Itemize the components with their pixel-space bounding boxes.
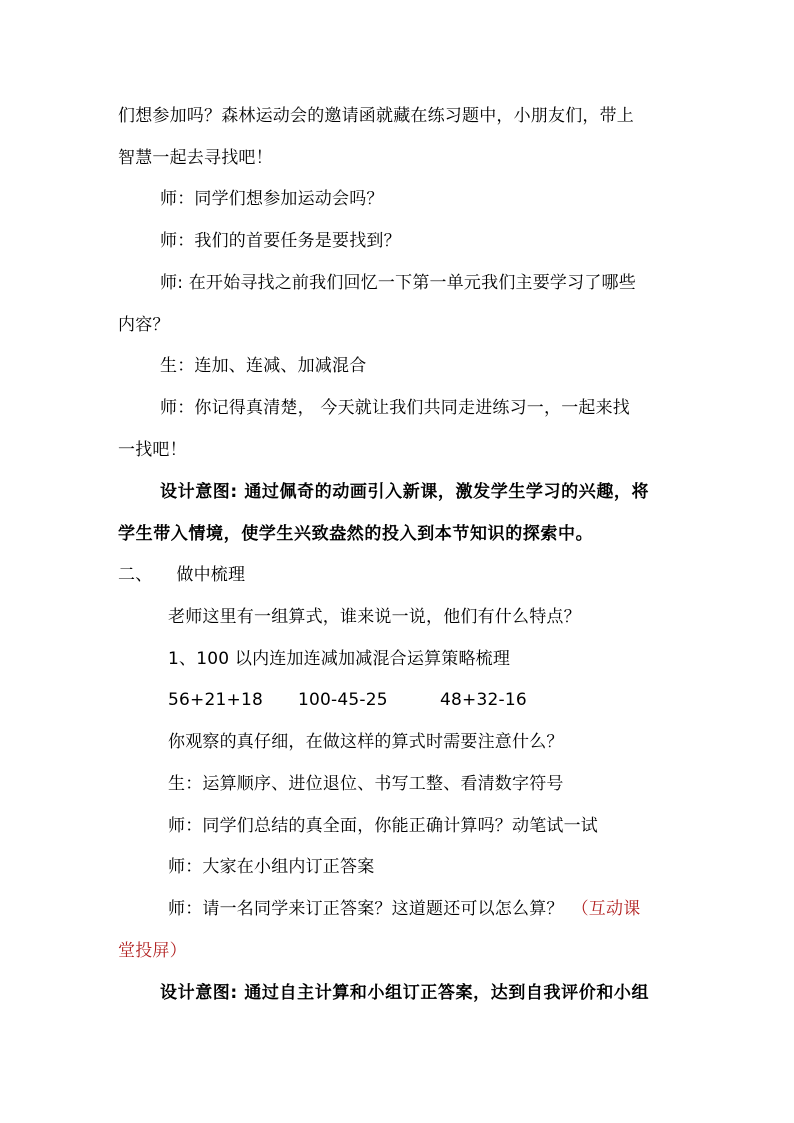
dialogue-line: [168, 901, 640, 918]
expression: 56+21+18: [168, 690, 263, 710]
paragraph-line: 你观察的真仔细，在做这样的算式时需要注意什么？: [168, 732, 564, 752]
paragraph-line: 一找吧！: [118, 440, 187, 460]
paragraph-line: 老师这里有一组算式，谁来说一说，他们有什么特点？: [168, 607, 581, 627]
dialogue-line: 师：你记得真清楚， 今天就让我们共同走进练习一，一起来找: [160, 398, 631, 418]
dialogue-text: 师：请一名同学来订正答案？这道题还可以怎么算？: [168, 899, 564, 919]
interactive-note: （互动课: [571, 899, 641, 919]
design-intent-text: 学生带入情境，使学生兴致盎然的投入到本节知识的探索中。: [118, 524, 594, 544]
section-heading: [118, 567, 245, 584]
paragraph-line: 内容？: [118, 315, 170, 335]
dialogue-line: 师: 在开始寻找之前我们回忆一下第一单元我们主要学习了哪些: [160, 273, 636, 293]
dialogue-line: 生：运算顺序、进位退位、书写工整、看清数字符号: [168, 774, 564, 794]
expressions-row: [168, 692, 527, 709]
dialogue-line: 师：大家在小组内订正答案: [168, 857, 375, 877]
dialogue-line: 师：同学们想参加运动会吗？: [160, 189, 384, 209]
interactive-note-continued: 堂投屏）: [118, 941, 187, 961]
expression: 100-45-25: [298, 690, 388, 710]
design-intent-heading: 设计意图: 通过自主计算和小组订正答案，达到自我评价和小组: [160, 983, 650, 1003]
paragraph-line: 们想参加吗？森林运动会的邀请函就藏在练习题中，小朋友们，带上: [118, 106, 634, 126]
subheading-line: 1、100 以内连加连减加减混合运算策略梳理: [168, 649, 511, 669]
paragraph-line: 智慧一起去寻找吧！: [118, 148, 273, 168]
expression: 48+32-16: [440, 690, 527, 710]
section-title: 做中梳理: [176, 565, 246, 585]
dialogue-line: 生：连加、连减、加减混合: [160, 356, 367, 376]
dialogue-line: 师：我们的首要任务是要找到？: [160, 231, 401, 251]
section-number: 二、: [118, 565, 153, 585]
dialogue-line: 师：同学们总结的真全面，你能正确计算吗？动笔试一试: [168, 816, 598, 836]
design-intent-heading: 设计意图: 通过佩奇的动画引入新课，激发学生学习的兴趣，将: [160, 482, 650, 502]
